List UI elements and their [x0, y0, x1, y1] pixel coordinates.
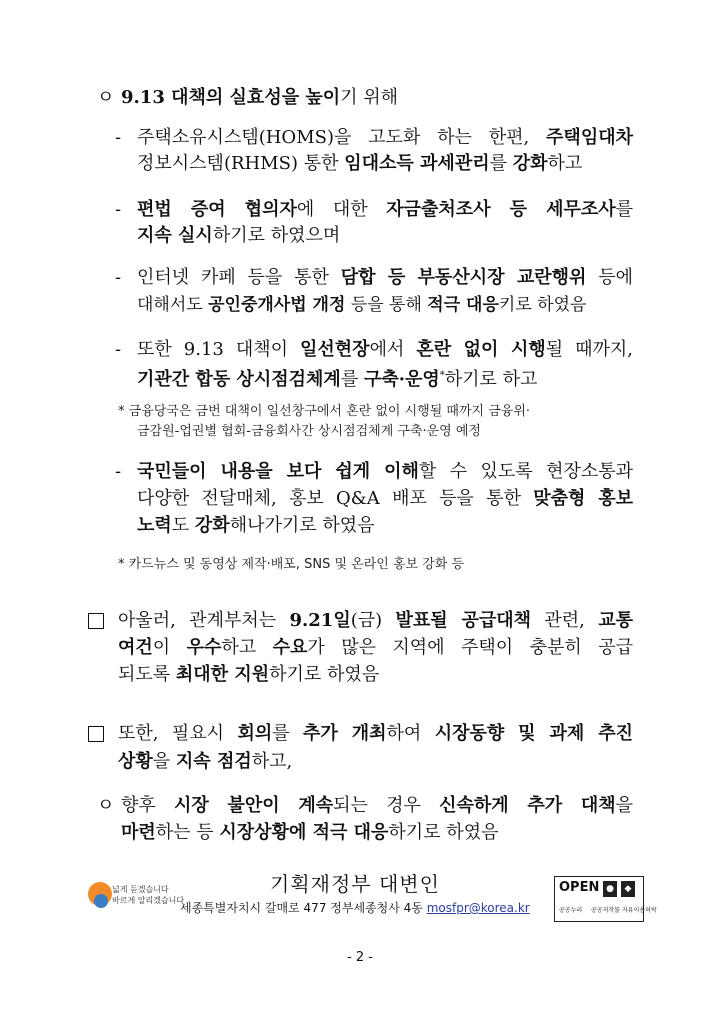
dash-bullet: -: [115, 461, 122, 482]
item3-line2: 대해서도 공인중개사법 개정 등을 통해 적극 대응키로 하였음: [137, 295, 587, 315]
item5-line1: 국민들이 내용을 보다 쉽게 이해할 수 있도록 현장소통과: [137, 461, 634, 482]
footer: [88, 872, 657, 922]
section3-line2: 상황을 지속 점검하고,: [118, 751, 293, 772]
open-badge-sub2: 공공저작물 자유이용허락: [591, 907, 657, 914]
license-source-icon: ◆: [621, 881, 635, 897]
item5-line3: 노력도 강화해나가기로 하였음: [137, 515, 375, 536]
section3-sub-line1: 향후 시장 불안이 계속되는 경우 신속하게 추가 대책을: [121, 795, 634, 816]
item4-line1: 또한 9.13 대책이 일선현장에서 혼란 없이 시행될 때까지,: [137, 339, 633, 360]
ministry-logo: [88, 876, 188, 916]
circle-bullet: ㅇ: [97, 795, 115, 816]
section2-line3: 되도록 최대한 지원하기로 하였음: [118, 664, 380, 685]
lead-line: 9.13 대책의 실효성을 높이기 위해: [121, 87, 399, 108]
item2-line2: 지속 실시하기로 하였으며: [137, 225, 341, 246]
address: 세종특별자치시 갈매로 477 정부세종청사 4동 mosfpr@korea.kr: [180, 901, 530, 915]
dash-bullet: -: [115, 267, 122, 288]
item3-line1: 인터넷 카페 등을 통한 담합 등 부동산시장 교란행위 등에: [137, 267, 633, 288]
logo-circle-icon: [94, 894, 108, 908]
item5-line2: 다양한 전달매체, 홍보 Q&A 배포 등을 통한 맞춤형 홍보: [137, 488, 633, 509]
checkbox-square-icon: [88, 613, 104, 629]
open-license-badge: [554, 876, 657, 922]
open-badge-sub1: 공공누리: [559, 907, 583, 914]
item4-line2: 기관간 합동 상시점검체계를 구축·운영*하기로 하고: [137, 369, 538, 390]
footnote-1-line2: 금감원-업권별 협회-금융회사간 상시점검체계 구축·운영 예정: [137, 424, 481, 439]
item2-line1: 편법 증여 협의자에 대한 자금출처조사 등 세무조사를: [137, 199, 634, 220]
email-link[interactable]: mosfpr@korea.kr: [426, 901, 530, 915]
logo-slogan-2: 바르게 알리겠습니다: [112, 896, 185, 905]
section2-line2: 여건이 우수하고 수요가 많은 지역에 주택이 충분히 공급: [118, 637, 633, 658]
checkbox-square-icon: [88, 726, 104, 742]
organization-name: 기획재정부 대변인: [270, 872, 440, 896]
item1-line1: 주택소유시스템(HOMS)을 고도화 하는 한편, 주택임대차: [137, 127, 633, 148]
dash-bullet: -: [115, 127, 122, 148]
section3-sub-line2: 마련하는 등 시장상황에 적극 대응하기로 하였음: [121, 822, 499, 843]
section3-line1: 또한, 필요시 회의를 추가 개최하여 시장동향 및 과제 추진: [118, 723, 633, 744]
dash-bullet: -: [115, 199, 122, 220]
circle-bullet: ㅇ: [97, 87, 115, 108]
item1-line2: 정보시스템(RHMS) 통한 임대소득 과세관리를 강화하고: [137, 153, 583, 174]
license-person-icon: ●: [603, 881, 617, 897]
dash-bullet: -: [115, 339, 122, 360]
open-badge-label: OPEN: [559, 880, 600, 895]
footnote-2: * 카드뉴스 및 동영상 제작·배포, SNS 및 온라인 홍보 강화 등: [118, 557, 465, 572]
page-number: - 2 -: [347, 950, 373, 965]
logo-slogan-1: 넓게 듣겠습니다: [112, 885, 169, 894]
footnote-1-line1: * 금융당국은 금번 대책이 일선창구에서 혼란 없이 시행될 때까지 금융위·: [118, 404, 531, 419]
section2-line1: 아울러, 관계부처는 9.21일(금) 발표될 공급대책 관련, 교통: [118, 610, 634, 631]
